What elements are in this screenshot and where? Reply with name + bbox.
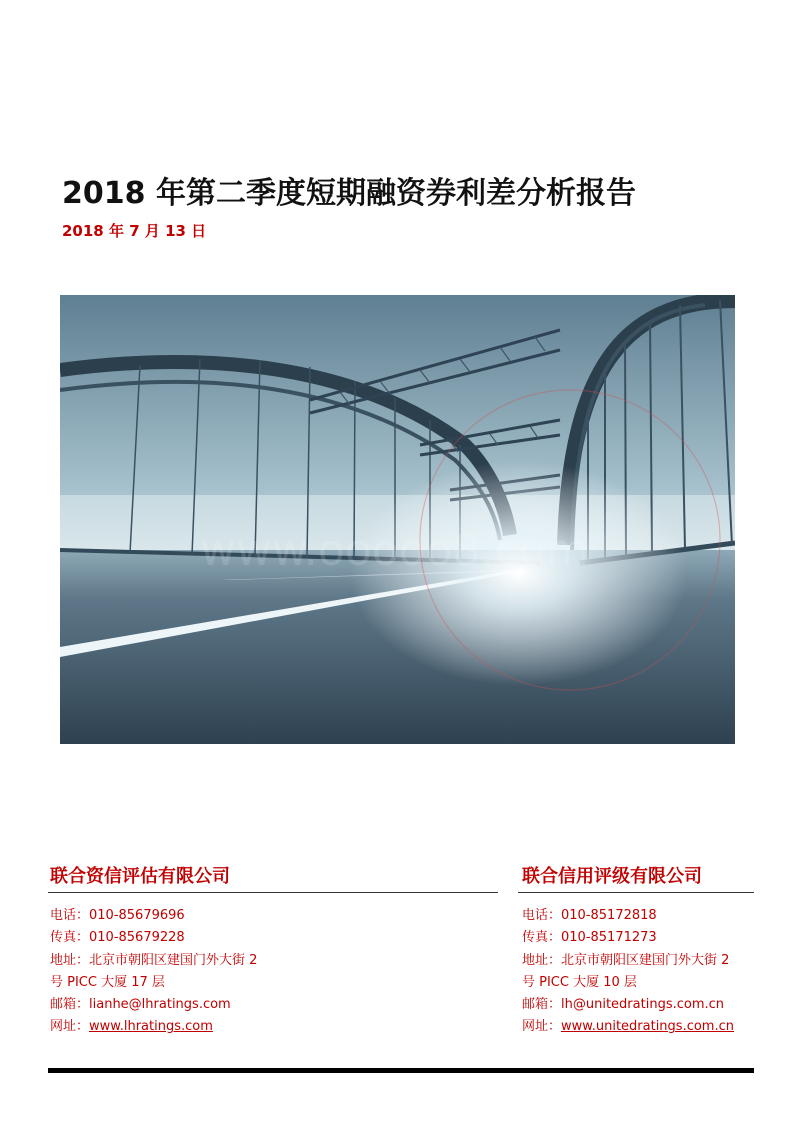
email-link[interactable]: lh@unitedratings.com.cn	[561, 997, 725, 1013]
left-fax-row	[50, 927, 290, 949]
left-address-row	[50, 950, 290, 972]
left-phone-row	[50, 905, 290, 927]
left-company-name: 联合资信评估有限公司	[50, 866, 230, 887]
cover-image	[60, 295, 735, 744]
address-line1: 北京市朝阳区建国门外大街 2	[89, 952, 258, 968]
address-line1: 北京市朝阳区建国门外大街 2	[561, 952, 730, 968]
phone-label: 电话：	[50, 908, 90, 923]
phone-value: 010-85172818	[561, 908, 657, 923]
right-email-row	[522, 994, 762, 1016]
fax-value: 010-85171273	[561, 930, 657, 946]
report-title: 2018 年第二季度短期融资券利差分析报告	[62, 176, 636, 211]
email-label: 邮箱：	[522, 997, 562, 1013]
right-company-name: 联合信用评级有限公司	[522, 866, 702, 887]
left-address-row-2	[50, 972, 290, 994]
left-web-row	[50, 1016, 290, 1038]
right-address-row-2	[522, 972, 762, 994]
address-label: 地址：	[50, 952, 90, 968]
address-line2: 号 PICC 大厦 10 层	[522, 974, 637, 990]
right-phone-row	[522, 905, 762, 927]
left-company-divider	[48, 892, 498, 893]
fax-label: 传真：	[522, 930, 562, 946]
email-link[interactable]: lianhe@lhratings.com	[89, 997, 231, 1013]
address-line2: 号 PICC 大厦 17 层	[50, 974, 165, 990]
footer-rule	[48, 1068, 754, 1073]
right-company-divider	[518, 892, 754, 893]
address-label: 地址：	[522, 952, 562, 968]
website-link[interactable]: www.lhratings.com	[89, 1019, 213, 1035]
web-label: 网址：	[522, 1019, 562, 1035]
phone-label: 电话：	[522, 908, 562, 923]
website-link[interactable]: www.unitedratings.com.cn	[561, 1019, 734, 1035]
right-fax-row	[522, 927, 762, 949]
report-date: 2018 年 7 月 13 日	[62, 222, 207, 240]
fax-label: 传真：	[50, 930, 90, 946]
left-company-contact	[50, 905, 290, 1039]
fax-value: 010-85679228	[89, 930, 185, 946]
right-address-row	[522, 950, 762, 972]
web-label: 网址：	[50, 1019, 90, 1035]
phone-value: 010-85679696	[89, 908, 185, 923]
right-web-row	[522, 1016, 762, 1038]
right-company-contact	[522, 905, 762, 1039]
left-email-row	[50, 994, 290, 1016]
watermark-text: www.ooooo8.com	[200, 525, 589, 576]
email-label: 邮箱：	[50, 997, 90, 1013]
